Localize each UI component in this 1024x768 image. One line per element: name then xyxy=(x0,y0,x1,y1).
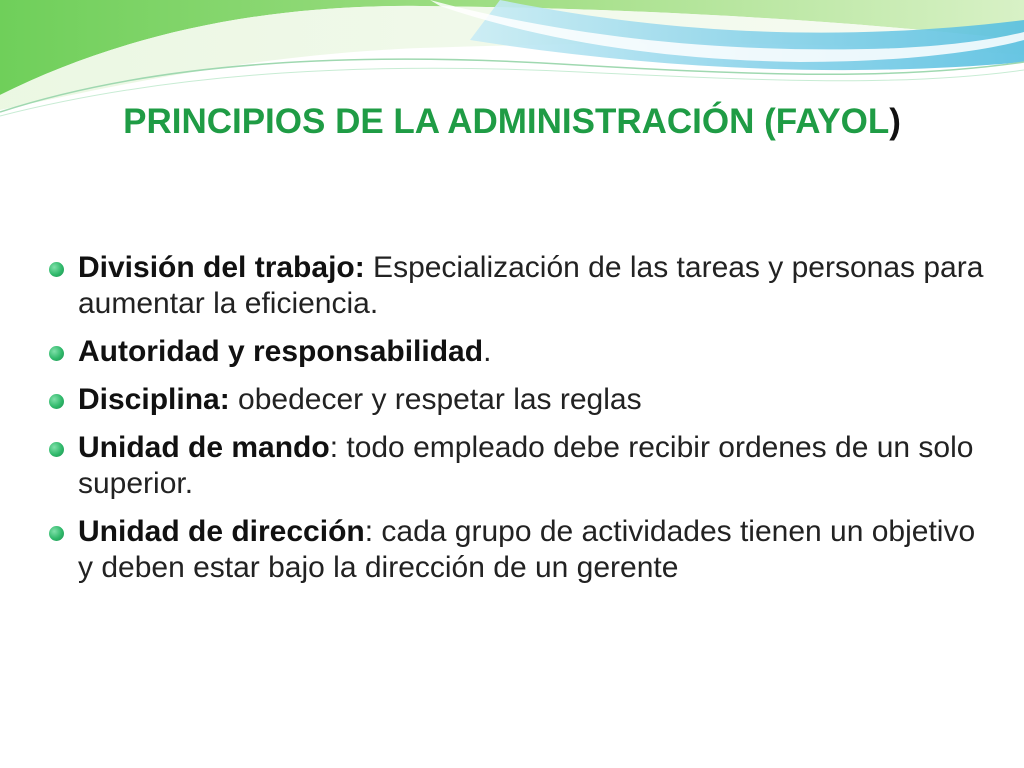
bullet-item-division-del-trabajo xyxy=(48,250,998,322)
bullet-dot-icon xyxy=(49,442,64,457)
bullet-item-unidad-de-mando xyxy=(48,430,998,502)
bullet-item-disciplina xyxy=(48,382,998,418)
bullet-term: Disciplina: xyxy=(78,383,230,416)
bullet-dot-icon xyxy=(49,262,64,277)
bullet-text: . xyxy=(483,335,492,368)
bullet-item-autoridad xyxy=(48,334,998,370)
bullet-term: División del trabajo: xyxy=(78,251,365,284)
title-text: PRINCIPIOS DE LA ADMINISTRACIÓN (FAYOL xyxy=(123,102,890,141)
bullet-text: : cada grupo de actividades tienen un objetivo y deben estar bajo la dirección de un gerente xyxy=(78,515,976,584)
slide-title xyxy=(0,102,1024,142)
bullet-term: Autoridad y responsabilidad xyxy=(78,335,484,368)
bullet-list xyxy=(48,250,998,598)
bullet-text: obedecer y respetar las reglas xyxy=(229,383,642,416)
bullet-dot-icon xyxy=(49,526,64,541)
bullet-text: Especialización de las tareas y personas para aumentar la eficiencia. xyxy=(78,251,984,320)
title-closing-paren: ) xyxy=(889,102,901,141)
bullet-text: : todo empleado debe recibir ordenes de un solo superior. xyxy=(78,431,974,500)
bullet-item-unidad-de-direccion xyxy=(48,514,998,586)
bullet-dot-icon xyxy=(49,394,64,409)
bullet-dot-icon xyxy=(49,346,64,361)
bullet-term: Unidad de dirección xyxy=(78,515,365,548)
bullet-term: Unidad de mando xyxy=(78,431,330,464)
